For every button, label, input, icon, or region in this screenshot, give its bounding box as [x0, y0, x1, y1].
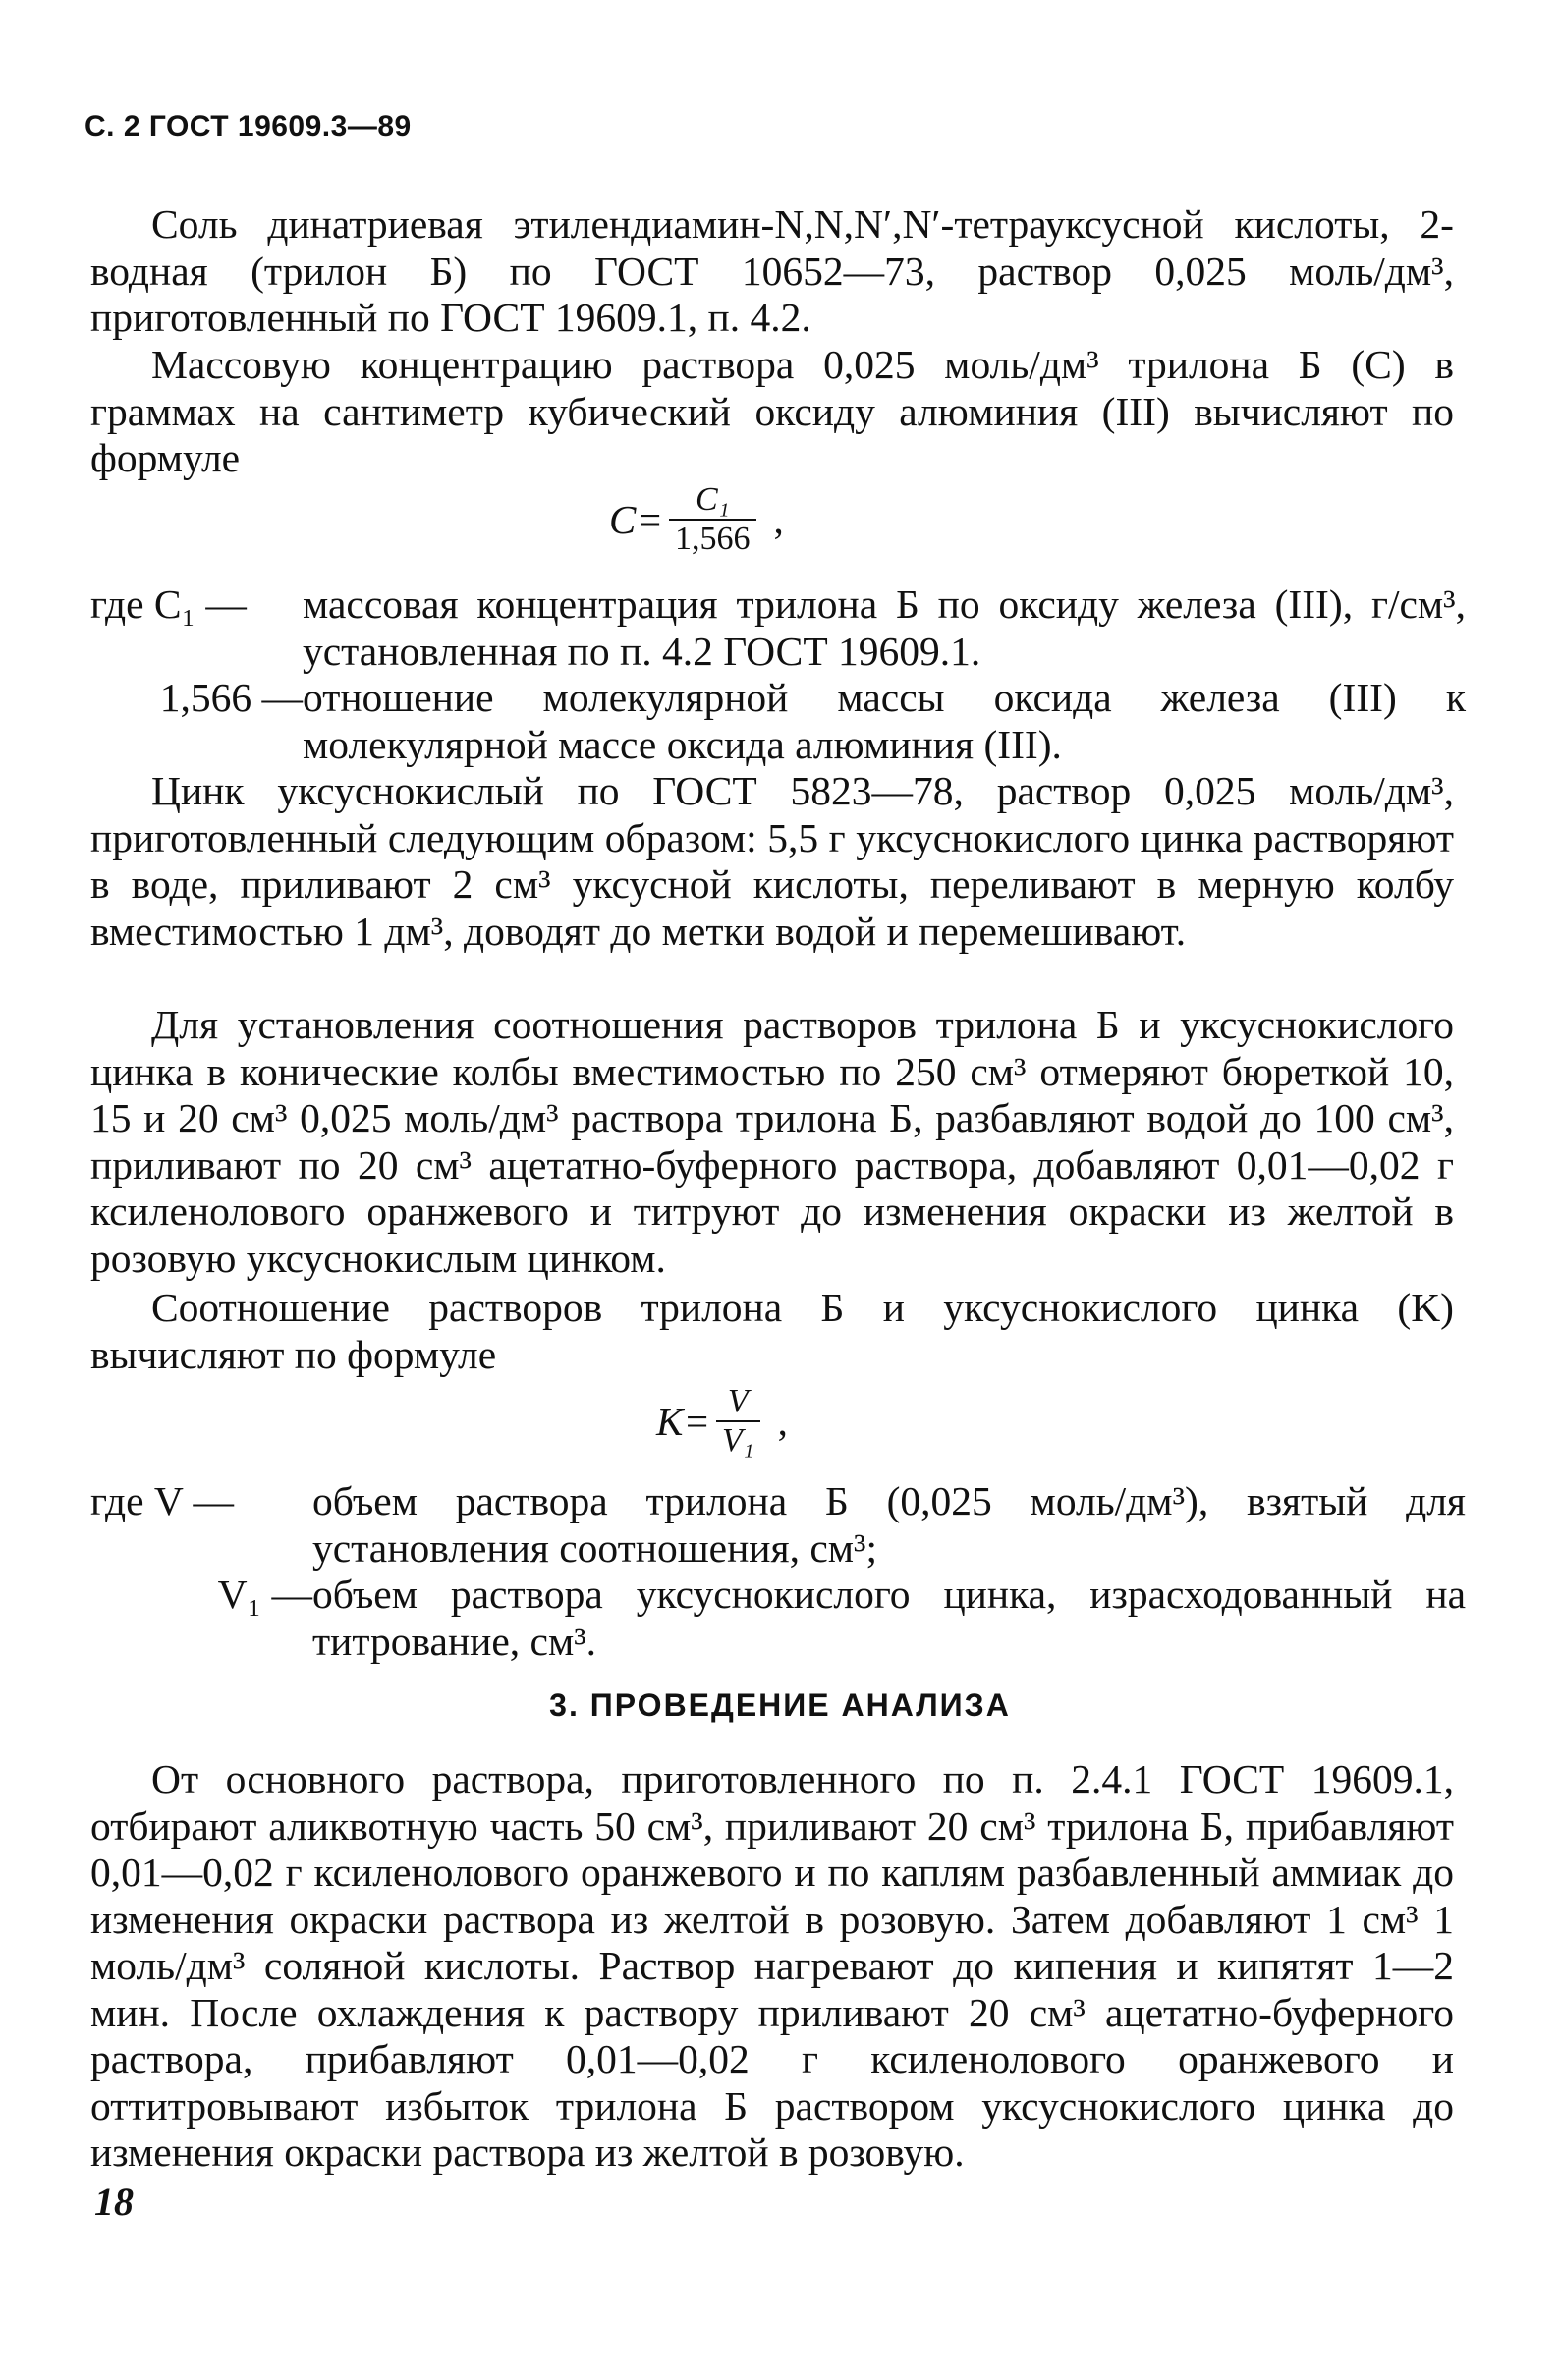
formula-k-numerator: V	[727, 1383, 749, 1419]
definition-item	[90, 1478, 1466, 1572]
definitions-formula-k	[90, 1478, 1466, 1665]
definition-term: V₁ —	[217, 1572, 312, 1617]
formula-c-denominator: 1,566	[669, 519, 756, 558]
page-header: С. 2 ГОСТ 19609.3—89	[84, 110, 412, 142]
definition-body: массовая концентрация трилона Б по оксиду железа (III), г/см³, установленная по п. 4.2 ГОСТ 19609.1.	[303, 581, 1466, 674]
definition-item	[90, 1572, 1466, 1665]
page-number: 18	[94, 2180, 134, 2224]
definition-term: 1,566 —	[159, 675, 303, 720]
paragraph-ratio-setup: Для установления соотношения растворов трилона Б и уксуснокислого цинка в конические колбы вместимостью по 250 см³ отмеряют бюреткой 10, 15 и 20 см³ 0,025 моль/дм³ раствора трилона Б, разбавляют водой до 100 см³, приливают по 20 см³ ацетатно-буферного раствора, добавляют 0,01—0,02 г ксиленолового оранжевого и титруют до изменения окраски из желтой в розовую уксуснокислым цинком.	[90, 1002, 1454, 1281]
definition-body: отношение молекулярной массы оксида железа (III) к молекулярной массе оксида алюминия (III).	[303, 675, 1466, 767]
definition-item	[90, 581, 1466, 675]
formula-c	[609, 481, 784, 558]
definition-term: где C₁ —	[90, 581, 247, 627]
formula-c-fraction	[669, 481, 756, 558]
paragraph-mass-concentration: Массовую концентрацию раствора 0,025 моль/дм³ трилона Б (C) в граммах на сантиметр кубический оксиду алюминия (III) вычисляют по формуле	[90, 342, 1454, 480]
formula-k-lhs: K=	[656, 1399, 711, 1444]
paragraph-analysis-procedure: От основного раствора, приготовленного по п. 2.4.1 ГОСТ 19609.1, отбирают аликвотную часть 50 см³, приливают 20 см³ трилона Б, прибавляют 0,01—0,02 г ксиленолового оранжевого и по каплям разбавленный аммиак до изменения окраски раствора из желтой в розовую. Затем добавляют 1 см³ 1 моль/дм³ соляной кислоты. Раствор нагревают до кипения и кипятят 1—2 мин. После охлаждения к раствору приливают 20 см³ ацетатно-буферного раствора, прибавляют 0,01—0,02 г ксиленолового оранжевого и оттитровывают избыток трилона Б раствором уксуснокислого цинка до изменения окраски раствора из желтой в розовую.	[90, 1756, 1454, 2175]
definition-body: объем раствора трилона Б (0,025 моль/дм³), взятый для установления соотношения, см³;	[312, 1478, 1466, 1571]
paragraph-zinc-acetate: Цинк уксуснокислый по ГОСТ 5823—78, раствор 0,025 моль/дм³, приготовленный следующим образом: 5,5 г уксуснокислого цинка растворяют в воде, приливают 2 см³ уксусной кислоты, переливают в мерную колбу вместимостью 1 дм³, доводят до метки водой и перемешивают.	[90, 768, 1454, 954]
definition-body: объем раствора уксуснокислого цинка, израсходованный на титрование, см³.	[312, 1572, 1466, 1664]
formula-k-denominator: V₁	[716, 1420, 760, 1460]
section-heading: 3. ПРОВЕДЕНИЕ АНАЛИЗА	[549, 1688, 1011, 1723]
definitions-formula-c	[90, 581, 1466, 768]
formula-k-fraction	[716, 1383, 760, 1460]
paragraph-trilon-b-reagent: Соль динатриевая этилендиамин-N,N,N′,N′-тетрауксусной кислоты, 2-водная (трилон Б) по ГОСТ 10652—73, раствор 0,025 моль/дм³, приготовленный по ГОСТ 19609.1, п. 4.2.	[90, 201, 1454, 340]
paragraph-ratio-formula-intro: Соотношение растворов трилона Б и уксуснокислого цинка (K) вычисляют по формуле	[90, 1285, 1454, 1377]
formula-c-numerator: C₁	[696, 481, 730, 518]
formula-c-punct: ,	[773, 497, 784, 542]
formula-k	[656, 1383, 788, 1460]
formula-k-punct: ,	[777, 1399, 788, 1444]
definition-item	[90, 675, 1466, 768]
definition-term: где V —	[90, 1478, 234, 1523]
formula-c-lhs: C=	[609, 497, 664, 542]
